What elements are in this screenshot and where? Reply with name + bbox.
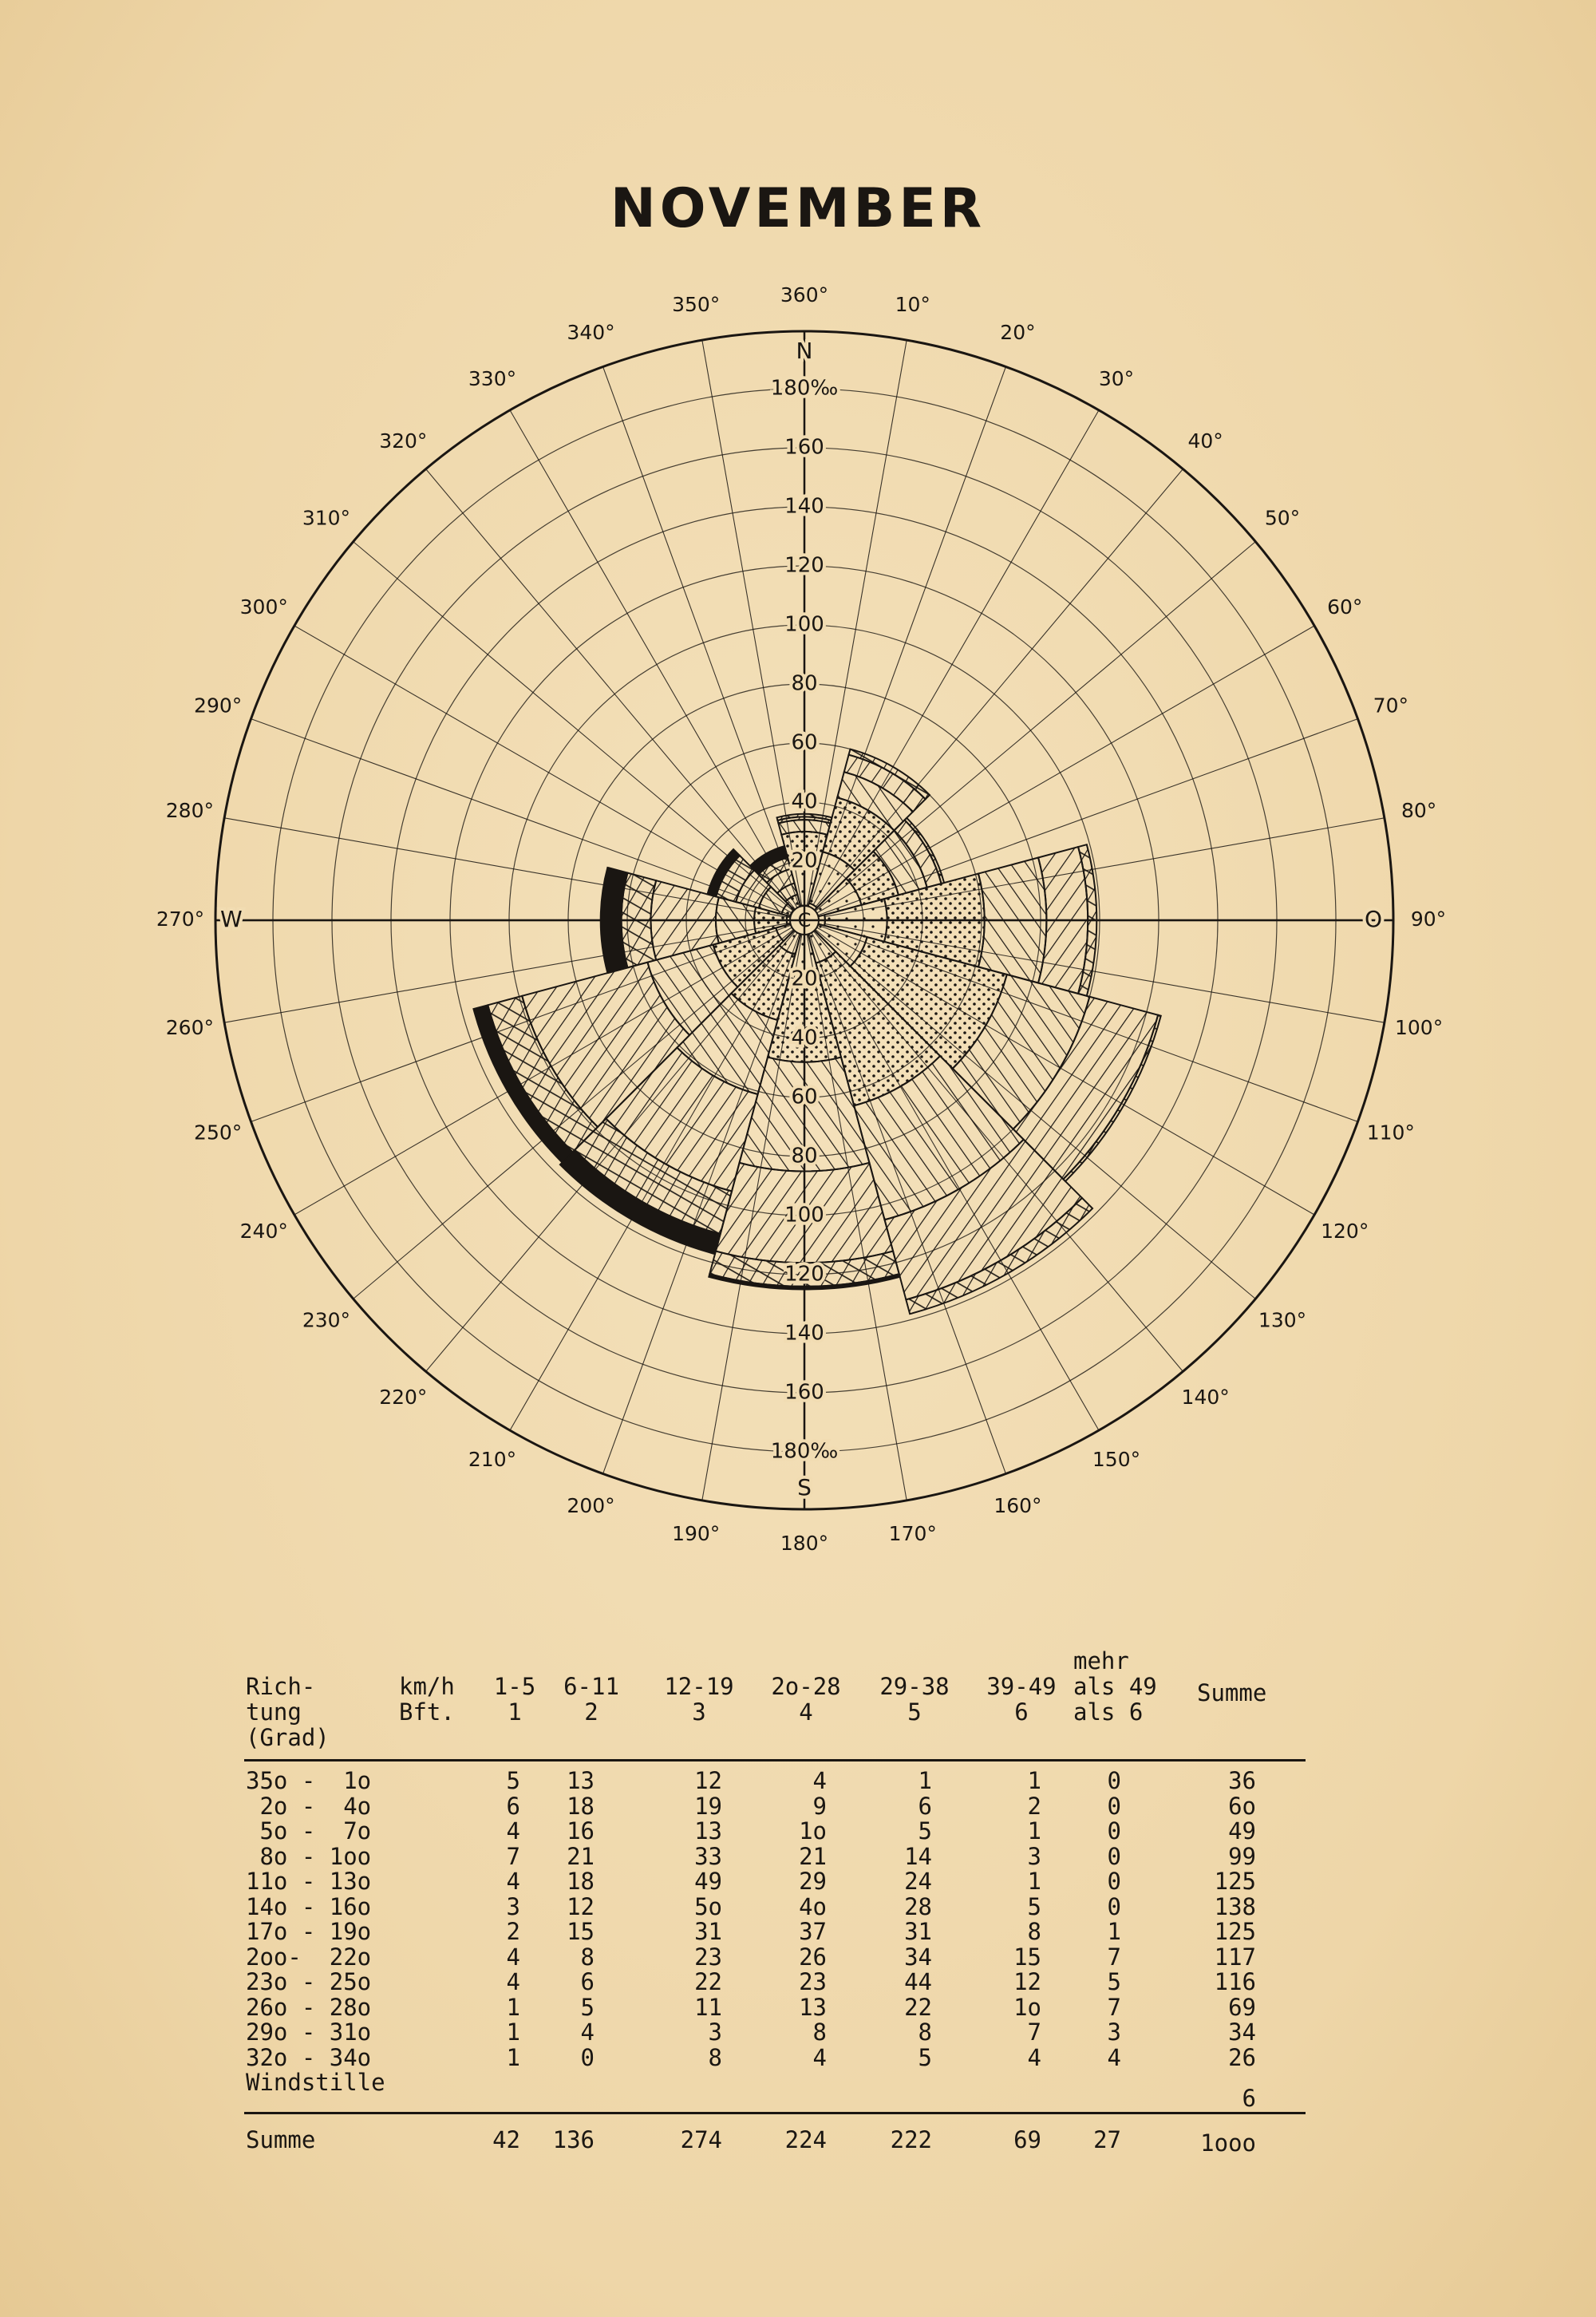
row-value: 22 [694,1968,722,1995]
calm-label: Windstille [246,2069,385,2096]
grid-spoke [603,367,800,908]
degree-label: 20° [1000,321,1036,345]
row-value: 3 [1027,1842,1041,1870]
header-kmh: 2o-28 [771,1673,841,1700]
row-value: 3 [1107,2018,1121,2046]
total-value: 69 [1013,2126,1041,2153]
row-value: 5 [918,1817,932,1845]
degree-label: 140° [1181,1386,1230,1410]
row-sum: 138 [1214,1892,1256,1920]
row-value: 0 [1107,1817,1121,1845]
header-unit: Bft. [399,1698,455,1726]
north-axis-tick: 140 [784,494,824,519]
row-value: 12 [1013,1968,1041,1995]
row-value: 0 [1107,1842,1121,1870]
degree-label: 310° [302,506,351,530]
south-axis-tick: 60 [791,1085,818,1109]
row-value: 29 [799,1868,827,1895]
degree-label: 260° [165,1015,214,1039]
row-sum: 34 [1228,2018,1256,2046]
total-value: 222 [890,2126,932,2153]
total-label: Summe [246,2126,316,2153]
row-direction: 8o - 1oo [246,1842,372,1870]
row-value: 1 [1027,1767,1041,1794]
row-value: 15 [1013,1943,1041,1971]
degree-label: 160° [994,1493,1042,1517]
total-value: 136 [552,2126,595,2153]
row-value: 13 [694,1817,722,1845]
header-kmh: 39-49 [986,1673,1057,1700]
north-axis-tick: 20 [791,848,818,873]
degree-label: 230° [302,1308,351,1332]
row-value: 28 [904,1892,932,1920]
header-more: als 49 [1073,1673,1157,1700]
header-kmh: 12-19 [664,1673,734,1700]
compass-north: N [796,338,813,364]
row-sum: 26 [1228,2043,1256,2071]
row-value: 11 [694,1993,722,2021]
row-value: 1 [1027,1817,1041,1845]
row-value: 6 [918,1792,932,1820]
row-value: 19 [694,1792,722,1820]
row-value: 12 [567,1892,595,1920]
row-value: 4 [1027,2043,1041,2071]
degree-label: 120° [1321,1220,1369,1243]
row-value: 14 [904,1842,932,1870]
south-axis-tick: 140 [784,1321,824,1346]
row-value: 3 [708,2018,722,2046]
degree-label: 280° [165,799,214,823]
header-kmh: 29-38 [879,1673,950,1700]
row-sum: 6o [1228,1792,1256,1820]
north-axis-tick: 100 [784,612,824,637]
row-direction: 2o - 4o [246,1792,372,1820]
header-direction: tung [246,1698,302,1726]
row-value: 18 [567,1792,595,1820]
total-sum: 1ooo [1200,2129,1256,2157]
compass-east: O [1364,906,1382,932]
total-value: 27 [1093,2126,1121,2153]
row-value: 2 [506,1918,520,1945]
header-bft: 3 [692,1698,706,1726]
south-axis-tick: 20 [791,967,818,991]
degree-label: 220° [379,1386,428,1410]
total-value: 224 [784,2126,827,2153]
row-value: 1 [506,2043,520,2071]
degree-label: 60° [1327,595,1363,619]
row-value: 9 [812,1792,827,1820]
degree-label: 190° [672,1522,721,1546]
row-value: 12 [694,1767,722,1794]
row-value: 3 [506,1892,520,1920]
row-value: 0 [1107,1767,1121,1794]
row-direction: 29o - 31o [246,2018,372,2046]
row-value: 7 [1107,1993,1121,2021]
row-value: 8 [708,2043,722,2071]
degree-label: 50° [1264,506,1301,530]
degree-label: 350° [672,292,721,316]
south-axis-tick: 40 [791,1026,818,1050]
row-value: 16 [567,1817,595,1845]
row-value: 0 [1107,1792,1121,1820]
row-value: 5 [580,1993,595,2021]
row-value: 5o [694,1892,722,1920]
row-value: 2 [1027,1792,1041,1820]
row-sum: 125 [1214,1918,1256,1945]
row-value: 22 [904,1993,932,2021]
row-value: 31 [904,1918,932,1945]
row-value: 13 [799,1993,827,2021]
row-value: 21 [567,1842,595,1870]
row-value: 21 [799,1842,827,1870]
south-axis-tick: 120 [784,1262,824,1287]
row-direction: 32o - 34o [246,2043,372,2071]
row-sum: 99 [1228,1842,1256,1870]
row-value: 4 [506,1968,520,1995]
degree-label: 270° [156,907,205,931]
header-bft: 2 [584,1698,598,1726]
row-value: 1o [799,1817,827,1845]
degree-label: 110° [1366,1121,1415,1145]
south-axis-tick: 80 [791,1144,818,1168]
row-value: 44 [904,1968,932,1995]
row-sum: 116 [1214,1968,1256,1995]
header-kmh: 6-11 [563,1673,619,1700]
row-direction: 11o - 13o [246,1868,372,1895]
frequency-table [0,1644,1596,2155]
degree-label: 30° [1098,366,1135,390]
row-value: 33 [694,1842,722,1870]
row-value: 5 [918,2043,932,2071]
row-value: 6 [580,1968,595,1995]
header-sum: Summe [1197,1679,1267,1706]
degree-label: 80° [1400,799,1437,823]
row-direction: 5o - 7o [246,1817,372,1845]
row-sum: 117 [1214,1943,1256,1971]
degree-label: 210° [468,1448,517,1472]
compass-south: S [797,1474,812,1501]
degree-label: 170° [888,1522,937,1546]
row-value: 8 [580,1943,595,1971]
row-sum: 36 [1228,1767,1256,1794]
header-direction: Rich- [246,1673,316,1700]
row-value: 0 [1107,1892,1121,1920]
south-axis-tick: 160 [784,1380,824,1405]
row-value: 1 [1027,1868,1041,1895]
header-bft: 4 [799,1698,813,1726]
row-value: 1 [918,1767,932,1794]
row-value: 18 [567,1868,595,1895]
row-direction: 23o - 25o [246,1968,372,1995]
degree-label: 330° [468,366,517,390]
row-value: 23 [799,1968,827,1995]
degree-labels [156,283,1446,1555]
row-value: 49 [694,1868,722,1895]
row-value: 0 [1107,1868,1121,1895]
row-value: 8 [1027,1918,1041,1945]
degree-label: 250° [194,1121,243,1145]
degree-label: 100° [1395,1015,1444,1039]
row-sum: 125 [1214,1868,1256,1895]
header-more: als 6 [1073,1698,1144,1726]
total-rule [244,2112,1306,2114]
degree-label: 10° [895,292,930,316]
degree-label: 200° [567,1493,615,1517]
row-direction: 35o - 1o [246,1767,372,1794]
header-rule [244,1759,1306,1761]
grid-spoke [510,410,798,909]
north-axis-tick: 60 [791,730,818,755]
row-value: 4 [812,1767,827,1794]
degree-label: 40° [1187,429,1223,453]
header-bft: 1 [508,1698,522,1726]
header-more: mehr [1073,1647,1129,1674]
header-bft: 5 [907,1698,922,1726]
north-axis-tick: 180‰ [770,376,839,401]
degree-label: 300° [239,595,288,619]
north-axis-tick: 120 [784,553,824,578]
row-value: 13 [567,1767,595,1794]
row-value: 5 [506,1767,520,1794]
row-value: 4 [580,2018,595,2046]
row-value: 7 [1027,2018,1041,2046]
row-value: 34 [904,1943,932,1971]
row-value: 6 [506,1792,520,1820]
row-value: 37 [799,1918,827,1945]
row-value: 5 [1027,1892,1041,1920]
total-value: 42 [492,2126,520,2153]
row-value: 7 [506,1842,520,1870]
row-direction: 2oo- 22o [246,1943,372,1971]
south-axis-tick: 100 [784,1203,824,1228]
degree-label: 130° [1258,1308,1307,1332]
degree-label: 320° [379,429,428,453]
degree-label: 150° [1092,1448,1141,1472]
row-value: 4 [506,1943,520,1971]
header-direction: (Grad) [246,1724,330,1751]
north-axis-tick: 160 [784,435,824,460]
row-value: 1 [1107,1918,1121,1945]
total-value: 274 [680,2126,722,2153]
row-value: 1 [506,1993,520,2021]
degree-label: 180° [780,1532,829,1555]
row-sum: 69 [1228,1993,1256,2021]
compass-center: C [797,909,812,931]
row-value: 15 [567,1918,595,1945]
row-value: 4 [1107,2043,1121,2071]
row-value: 0 [580,2043,595,2071]
row-value: 4o [799,1892,827,1920]
degree-label: 90° [1410,907,1447,931]
row-value: 5 [1107,1968,1121,1995]
degree-label: 70° [1373,694,1408,718]
row-value: 1 [506,2018,520,2046]
row-value: 8 [918,2018,932,2046]
row-direction: 17o - 19o [246,1918,372,1945]
row-value: 26 [799,1943,827,1971]
row-value: 24 [904,1868,932,1895]
south-axis-tick: 180‰ [770,1439,839,1464]
degree-label: 290° [194,694,243,718]
north-axis-tick: 80 [791,671,818,696]
row-value: 1o [1013,1993,1041,2021]
row-value: 7 [1107,1943,1121,1971]
row-value: 31 [694,1918,722,1945]
degree-label: 340° [567,321,615,345]
grid-spoke [426,469,796,911]
chart-title: NOVEMBER [610,177,986,240]
degree-label: 360° [780,283,829,306]
row-value: 23 [694,1943,722,1971]
header-kmh: 1-5 [493,1673,536,1700]
row-direction: 14o - 16o [246,1892,372,1920]
degree-label: 240° [239,1220,288,1243]
row-sum: 49 [1228,1817,1256,1845]
row-value: 4 [506,1817,520,1845]
header-unit: km/h [399,1673,455,1700]
row-value: 4 [812,2043,827,2071]
header-bft: 6 [1014,1698,1029,1726]
row-value: 4 [506,1868,520,1895]
calm-value: 6 [1242,2085,1256,2112]
row-value: 8 [812,2018,827,2046]
row-direction: 26o - 28o [246,1993,372,2021]
compass-west: W [220,906,243,932]
north-axis-tick: 40 [791,789,818,814]
